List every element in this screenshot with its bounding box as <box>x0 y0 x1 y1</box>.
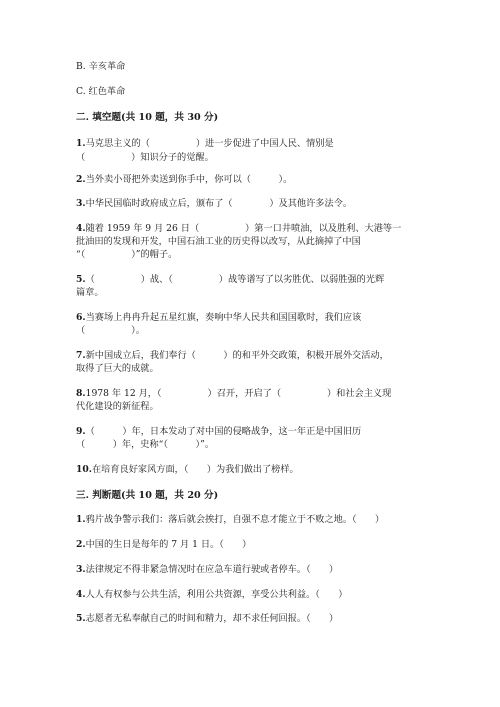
question-number: 9. <box>76 426 86 437</box>
judge-question-4 <box>76 589 347 601</box>
question-number: 4. <box>76 589 86 600</box>
question-text: （ ）战、（ ）战等谱写了以劣胜优、以弱胜强的光辉 <box>85 274 385 285</box>
section-3-title: 三. 判断题(共 10 题，共 20 分) <box>76 490 219 501</box>
fill-question-9 <box>76 426 361 438</box>
question-text: 马克思主义的（ ）进一步促进了中国人民、情别是 <box>85 138 334 149</box>
question-text: 当赛场上冉冉升起五星红旗，奏响中华人民共和国国歌时，我们应该 <box>85 312 362 323</box>
fill-question-7-line-2: 取得了巨大的成就。 <box>76 363 159 374</box>
question-text: 中华民国临时政府成立后，颁布了（ ）及其他许多法令。 <box>85 198 353 209</box>
question-number: 6. <box>76 312 86 323</box>
fill-question-6-line-2: （ ）。 <box>76 325 145 336</box>
judge-question-2 <box>76 539 251 551</box>
question-number: 5. <box>76 274 86 285</box>
judge-question-1 <box>76 514 384 526</box>
question-text: 鸦片战争警示我们：落后就会挨打，自强不息才能立于不败之地。（ ） <box>85 514 385 525</box>
judge-question-3 <box>76 564 338 576</box>
question-number: 3. <box>76 564 86 575</box>
judge-question-5 <box>76 613 338 625</box>
question-number: 5. <box>76 613 86 624</box>
question-number: 4. <box>76 223 86 234</box>
question-text: 志愿者无私奉献自己的时间和精力，却不求任何回报。（ ） <box>85 613 339 624</box>
question-text: 中国的生日是每年的 7 月 1 日。（ ） <box>85 539 252 550</box>
question-text: 法律规定不得非紧急情况时在应急车道行驶或者停车。（ ） <box>85 564 339 575</box>
question-text: 当外卖小哥把外卖送到你手中，你可以（ ）。 <box>85 174 293 185</box>
fill-question-10 <box>76 464 299 476</box>
question-number: 2. <box>76 539 86 550</box>
fill-question-7 <box>76 350 389 362</box>
question-number: 1. <box>76 514 86 525</box>
question-text: 新中国成立后，我们奉行（ ）的和平外交政策，积极开展外交活动， <box>85 350 389 361</box>
option-c: C. 红色革命 <box>76 86 126 97</box>
fill-question-4-line-2: 批油田的发现和开发，中国石油工业的历史得以改写，从此摘掉了中国 <box>76 236 361 247</box>
fill-question-4 <box>76 223 401 235</box>
fill-question-5-line-2: 篇章。 <box>76 287 104 298</box>
question-number: 3. <box>76 198 86 209</box>
question-text: （ ）年，日本发动了对中国的侵略战争，这一年正是中国旧历 <box>85 426 362 437</box>
fill-question-4-line-3: “（ ）”的帽子。 <box>76 249 178 260</box>
fill-question-9-line-2: （ ）年，史称“（ ）”。 <box>76 439 215 450</box>
fill-question-6 <box>76 312 361 324</box>
fill-question-2 <box>76 174 292 186</box>
fill-question-8-line-2: 代化建设的新征程。 <box>76 401 159 412</box>
question-number: 7. <box>76 350 86 361</box>
fill-question-1-line-2: （ ）知识分子的觉醒。 <box>76 152 214 163</box>
question-number: 2. <box>76 174 86 185</box>
question-number: 8. <box>76 388 86 399</box>
question-number: 1. <box>76 138 86 149</box>
fill-question-5 <box>76 274 384 286</box>
question-text: 1978 年 12 月，（ ）召开，开启了（ ）和社会主义现 <box>85 388 392 399</box>
question-number: 10. <box>76 464 92 475</box>
question-text: 在培育良好家风方面，（ ）为我们做出了榜样。 <box>91 464 299 475</box>
question-text: 随着 1959 年 9 月 26 日（ ）第一口井喷油，以及胜利、大港等一 <box>85 223 402 234</box>
question-text: 人人有权参与公共生活，利用公共资源，享受公共利益。（ ） <box>85 589 348 600</box>
fill-question-3 <box>76 198 352 210</box>
fill-question-1 <box>76 138 334 150</box>
option-b: B. 辛亥革命 <box>76 61 126 72</box>
section-2-title: 二. 填空题(共 10 题，共 30 分) <box>76 112 219 123</box>
fill-question-8 <box>76 388 391 400</box>
